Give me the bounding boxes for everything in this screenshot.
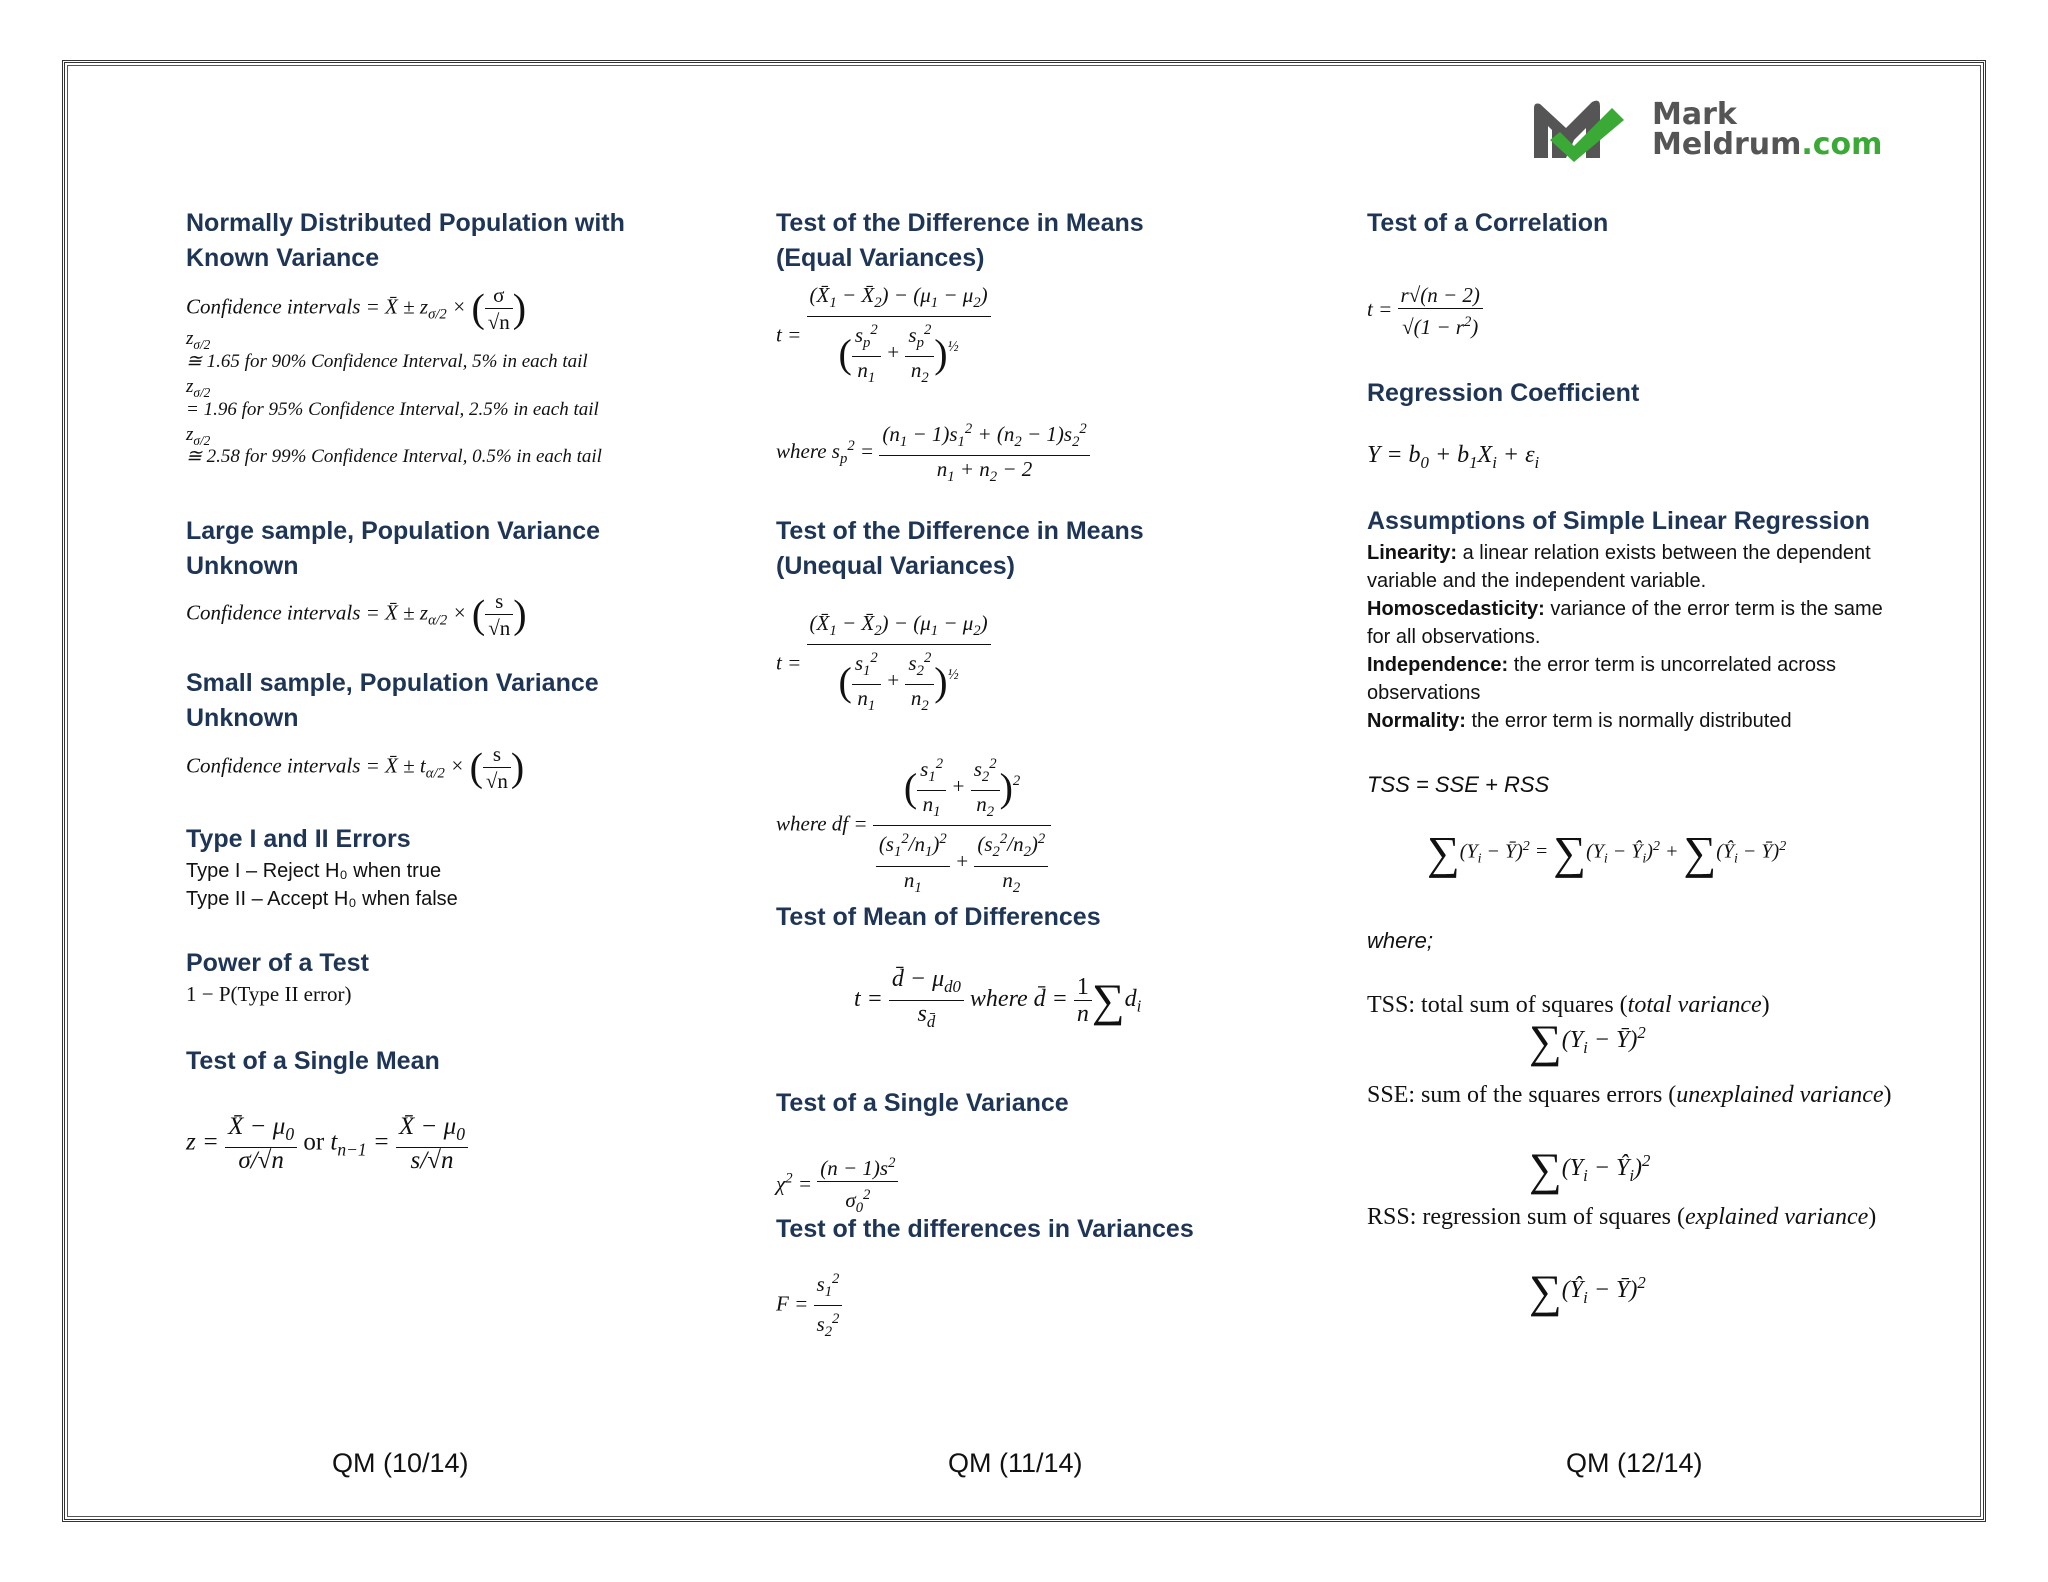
single-mean-formula: z = $\frac{X̄ - \mu_0}{\sigma/√n}$ or $t_{n-1}$ = $\frac{X̄ - \mu_0}{s/√n}$ [186,1114,468,1174]
footer-left: QM (10/14) [332,1448,469,1478]
rss-label: RSS: regression sum of squares ( [1367,1204,1685,1230]
tss-italic: total variance [1627,992,1762,1018]
rss-close: ) [1868,1204,1877,1230]
heading-errors: Type I and II Errors [186,825,411,853]
heading-small-sample: Small sample, Population Variance Unknown [186,669,599,732]
heading-correlation: Test of a Correlation [1367,209,1609,237]
tss-label: TSS: total sum of squares ( [1367,992,1628,1018]
heading-power: Power of a Test [186,949,369,977]
sse-sum-formula: $\sum(Y_i$ − $Ŷ_i)^2$ [1529,1143,1651,1195]
tss-close: ) [1761,992,1770,1018]
t-equal-formula: t = ($X̄_1$ − $X̄_2) - (\mu_1 - \mu_2)$ ( $\frac{s_p^2}{n_1}$ + $\frac{s_p^2}{n_2}$ )$^{\frac{1}{2}}$ [776,282,991,392]
normality-text: the error term is normally distributed [1471,710,1792,732]
heading-assumptions: Assumptions of Simple Linear Regression [1367,507,1870,535]
sse-definition [1367,1080,1907,1110]
ci-formula-small: Confidence intervals = X̄ ± $t_{\alpha/2}$ × ( $\frac{s}{√n}$ ) [186,742,525,793]
df-formula: where df = ( $\frac{s_1^2}{n_1}$ + $\frac{s_2^2}{n_2}$ )$^2$ $\frac{(s_1^2/n_1)^2}{n_1}$ + $\frac{(s_2^2/n_2)^2}{n_2}$ [776,751,1051,901]
or-text: or [303,1128,325,1156]
assumption-independence [1367,651,1907,707]
heading-single-var: Test of a Single Variance [776,1089,1069,1117]
linearity-text: a linear relation exists between the dependent variable and the independent variable. [1367,542,1871,592]
heading-known-variance: Normally Distributed Population with Known Variance [186,209,625,272]
chi-square-formula: $\chi^2$ = $\frac{(n - 1)s^2}{\sigma_0^2}$ [776,1150,898,1221]
ci-label-small: Confidence intervals [186,753,361,778]
rss-sum-formula: $\sum(Ŷ_i$ − Ȳ)$^2$ [1529,1265,1646,1317]
f-test-formula: F = $\frac{s_1^2}{s_2^2}$ [776,1266,842,1345]
pooled-variance-formula: where $s_p^2$ = $\frac{(n_1 - 1)s_1^2 + (n_2 - 1)s_2^2}{n_1 + n_2 - 2}$ [776,416,1090,490]
z-value-list: $z_{\sigma/2}$ ≅ 1.65 for 90% Confidence Interval, 5% in each tail $z_{\sigma/2}$ = 1.96 for 95% Confidence Interval, 2.5% in each tail $z_{\sigma/2}$ ≅ 2.58 for 99% Confidence Interval, 0.5% in each tail [186,328,602,468]
rss-italic: explained variance [1684,1204,1869,1230]
logo [1530,98,1882,162]
z-95: = 1.96 for 95% Confidence Interval, 2.5% in each tail [186,398,599,420]
logo-suffix: .com [1801,127,1883,162]
ci-formula-known: Confidence intervals = X̄ ± $z_{\sigma/2}$ × ( $\frac{\sigma}{√n}$ ) [186,283,527,334]
ci-label: Confidence intervals [186,294,361,319]
where-label-d: where [969,985,1028,1012]
sum-of-squares-formula: $\sum(Y_i$ − Ȳ)$^2$ = $\sum(Y_i$ − $Ŷ_i)^2$ + $\sum(Ŷ_i$ − Ȳ)$^2$ [1427,827,1787,878]
sse-close: ) [1883,1082,1892,1108]
assumption-homoscedasticity [1367,595,1907,651]
linearity-term: Linearity: [1367,542,1458,564]
heading-unequal-var: Test of the Difference in Means (Unequal Variances) [776,517,1144,580]
footer-middle: QM (11/14) [948,1448,1083,1478]
regression-formula: $Y = b_0 + b_1X_i + \varepsilon_i$ [1367,442,1540,472]
ci-formula-large: Confidence intervals = X̄ ± $z_{\alpha/2}$ × ( $\frac{s}{√n}$ ) [186,589,527,640]
heading-equal-var: Test of the Difference in Means (Equal Variances) [776,209,1144,272]
power-formula: 1 − P(Type II error) [186,982,352,1006]
sse-italic: unexplained variance [1676,1082,1884,1108]
independence-term: Independence: [1367,654,1509,676]
mean-diff-formula: t = $\frac{d̄ - \mu_{d0}}{s_{d̄}}$ where d̄ = $\frac{1}{n}$ $\sum d_i$ [854,966,1142,1031]
logo-line1: Mark [1652,97,1737,132]
correlation-formula: t = $\frac{r√(n - 2)}{√(1 - r^2)}$ [1367,282,1483,340]
logo-m-icon [1530,98,1634,162]
type-1-text: Type I – Reject H₀ when true [186,860,442,882]
z-99: ≅ 2.58 for 99% Confidence Interval, 0.5% in each tail [186,446,602,468]
assumption-normality [1367,707,1907,735]
homoscedasticity-text: variance of the error term is the same for all observations. [1367,598,1883,648]
z-90: ≅ 1.65 for 90% Confidence Interval, 5% in each tail [186,350,588,372]
normality-term: Normality: [1367,710,1466,732]
logo-text [1652,97,1883,162]
where-semicolon: where; [1367,928,1434,953]
tss-equation: TSS = SSE + RSS [1367,772,1550,797]
heading-large-sample: Large sample, Population Variance Unknown [186,517,601,580]
where-label: where [776,439,827,463]
assumption-linearity [1367,539,1907,595]
footer-right: QM (12/14) [1566,1448,1703,1478]
sse-label: SSE: sum of the squares errors ( [1367,1082,1677,1108]
heading-diff-var: Test of the differences in Variances [776,1215,1194,1243]
heading-regression: Regression Coefficient [1367,379,1640,407]
homoscedasticity-term: Homoscedasticity: [1367,598,1545,620]
rss-definition [1367,1202,1907,1232]
logo-line2: Meldrum [1652,127,1802,162]
heading-mean-diff: Test of Mean of Differences [776,903,1101,931]
ci-label-large: Confidence intervals [186,600,361,625]
t-unequal-formula: t = ($X̄_1$ − $X̄_2) - (\mu_1 - \mu_2)$ ( $\frac{s_1^2}{n_1}$ + $\frac{s_2^2}{n_2}$ )$^{\frac{1}{2}}$ [776,610,991,720]
tss-definition [1367,990,1907,1020]
type-2-text: Type II – Accept H₀ when false [186,888,458,910]
tss-sum-formula: $\sum(Y_i$ − Ȳ)$^2$ [1529,1015,1646,1067]
where-label-df: where [776,811,827,836]
heading-single-mean: Test of a Single Mean [186,1047,440,1075]
independence-text: the error term is uncorrelated across observations [1367,654,1837,704]
